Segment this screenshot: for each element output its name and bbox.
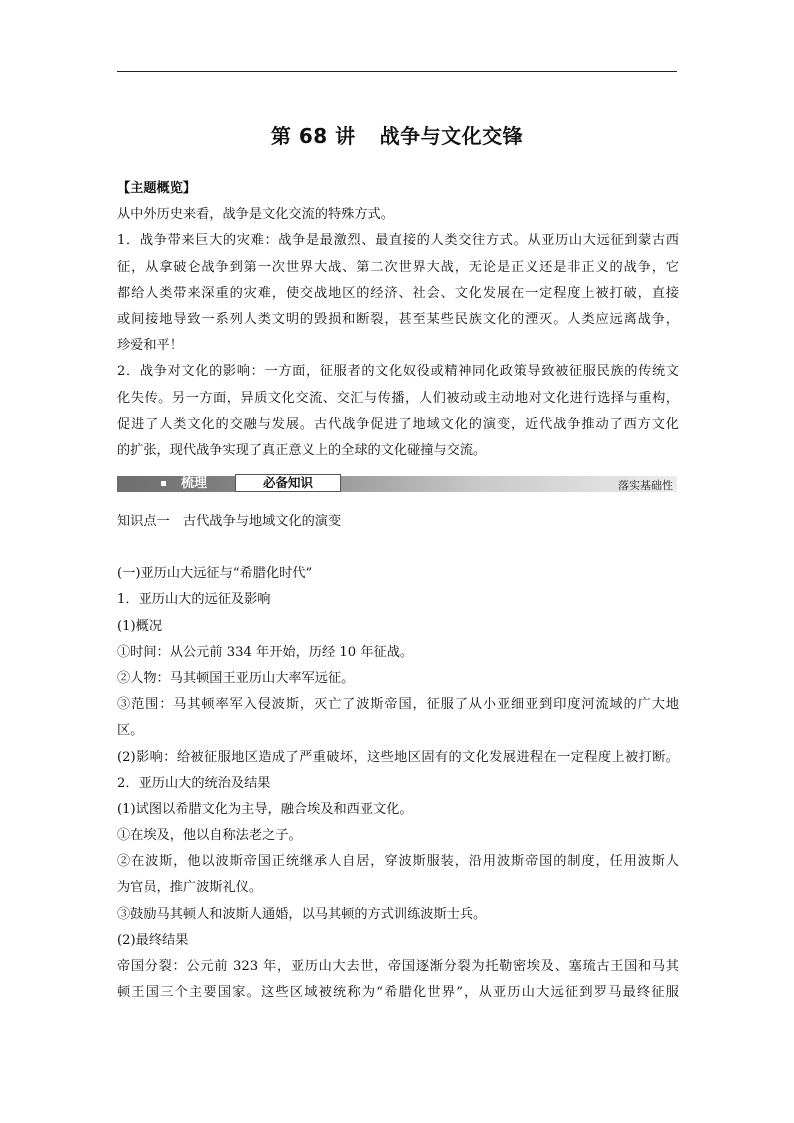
lecture-title (0, 120, 794, 149)
overview-line: 从中外历史来看，战争是文化交流的特殊方式。 (117, 207, 394, 223)
section-banner (117, 473, 677, 495)
banner-tag: 梳理 (181, 476, 208, 491)
knowledge-line: 1．亚历山大的远征及影响 (117, 592, 271, 608)
knowledge-point-title: 知识点一 古代战争与地域文化的演变 (117, 514, 342, 529)
overview-line: 化失传。另一方面，异质文化交流、交汇与传播，人们被动或主动地对文化进行选择与重构， (117, 390, 679, 406)
overview-line: 珍爱和平！ (117, 338, 183, 354)
overview-section (117, 176, 679, 464)
knowledge-line: ③范围：马其顿率军入侵波斯，灭亡了波斯帝国，征服了从小亚细亚到印度河流域的广大地 (117, 697, 679, 713)
overview-line: 或间接地导致一系列人类文明的毁损和断裂，甚至某些民族文化的湮灭。人类应远离战争， (117, 311, 679, 327)
knowledge-line: 区。 (117, 723, 144, 739)
knowledge-line: ②人物：马其顿国王亚历山大率军远征。 (117, 670, 355, 686)
knowledge-line: (2)影响：给被征服地区造成了严重破坏，这些地区固有的文化发展进程在一定程度上被打断。 (117, 749, 679, 765)
banner-right-label: 落实基础性 (618, 479, 673, 492)
lecture-number: 第 68 讲 (270, 124, 356, 148)
overview-line: 的扩张，现代战争实现了真正意义上的全球的文化碰撞与交流。 (117, 442, 487, 458)
knowledge-line: 顿王国三个主要国家。这些区域被统称为“希腊化世界”，从亚历山大远征到罗马最终征服 (117, 985, 679, 1001)
knowledge-section (117, 509, 679, 1006)
banner-box-label: 必备知识 (235, 474, 341, 492)
lecture-topic: 战争与文化交锋 (379, 124, 524, 148)
knowledge-line: (1)概况 (117, 618, 163, 634)
knowledge-line: ①在埃及，他以自称法老之子。 (117, 828, 302, 844)
overview-heading: 【主题概览】 (117, 181, 197, 196)
overview-line: 2．战争对文化的影响：一方面，征服者的文化奴役或精神同化政策导致被征服民族的传统文 (117, 364, 679, 380)
knowledge-line: ②在波斯，他以波斯帝国正统继承人自居，穿波斯服装，沿用波斯帝国的制度，任用波斯人 (117, 854, 679, 870)
overview-line: 1．战争带来巨大的灾难：战争是最激烈、最直接的人类交往方式。从亚历山大远征到蒙古西 (117, 233, 679, 249)
knowledge-line: 为官员，推广波斯礼仪。 (117, 880, 263, 896)
knowledge-line: 2．亚历山大的统治及结果 (117, 775, 271, 791)
knowledge-line: ③鼓励马其顿人和波斯人通婚，以马其顿的方式训练波斯士兵。 (117, 906, 487, 922)
overview-line: 都给人类带来深重的灾难，使交战地区的经济、社会、文化发展在一定程度上被打破，直接 (117, 285, 679, 301)
overview-line: 促进了人类文化的交融与发展。古代战争促进了地域文化的演变，近代战争推动了西方文化 (117, 416, 679, 432)
knowledge-line: ①时间：从公元前 334 年开始，历经 10 年征战。 (117, 644, 414, 660)
knowledge-line: (1)试图以希腊文化为主导，融合埃及和西亚文化。 (117, 801, 413, 817)
knowledge-line: (一)亚历山大远征与“希腊化时代” (117, 566, 313, 582)
header-rule (117, 71, 677, 72)
overview-line: 征，从拿破仑战争到第一次世界大战、第二次世界大战，无论是正义还是非正义的战争，它 (117, 259, 679, 275)
knowledge-line: (2)最终结果 (117, 932, 189, 948)
knowledge-line: 帝国分裂：公元前 323 年，亚历山大去世，帝国逐渐分裂为托勒密埃及、塞琉古王国和马其 (117, 959, 679, 974)
